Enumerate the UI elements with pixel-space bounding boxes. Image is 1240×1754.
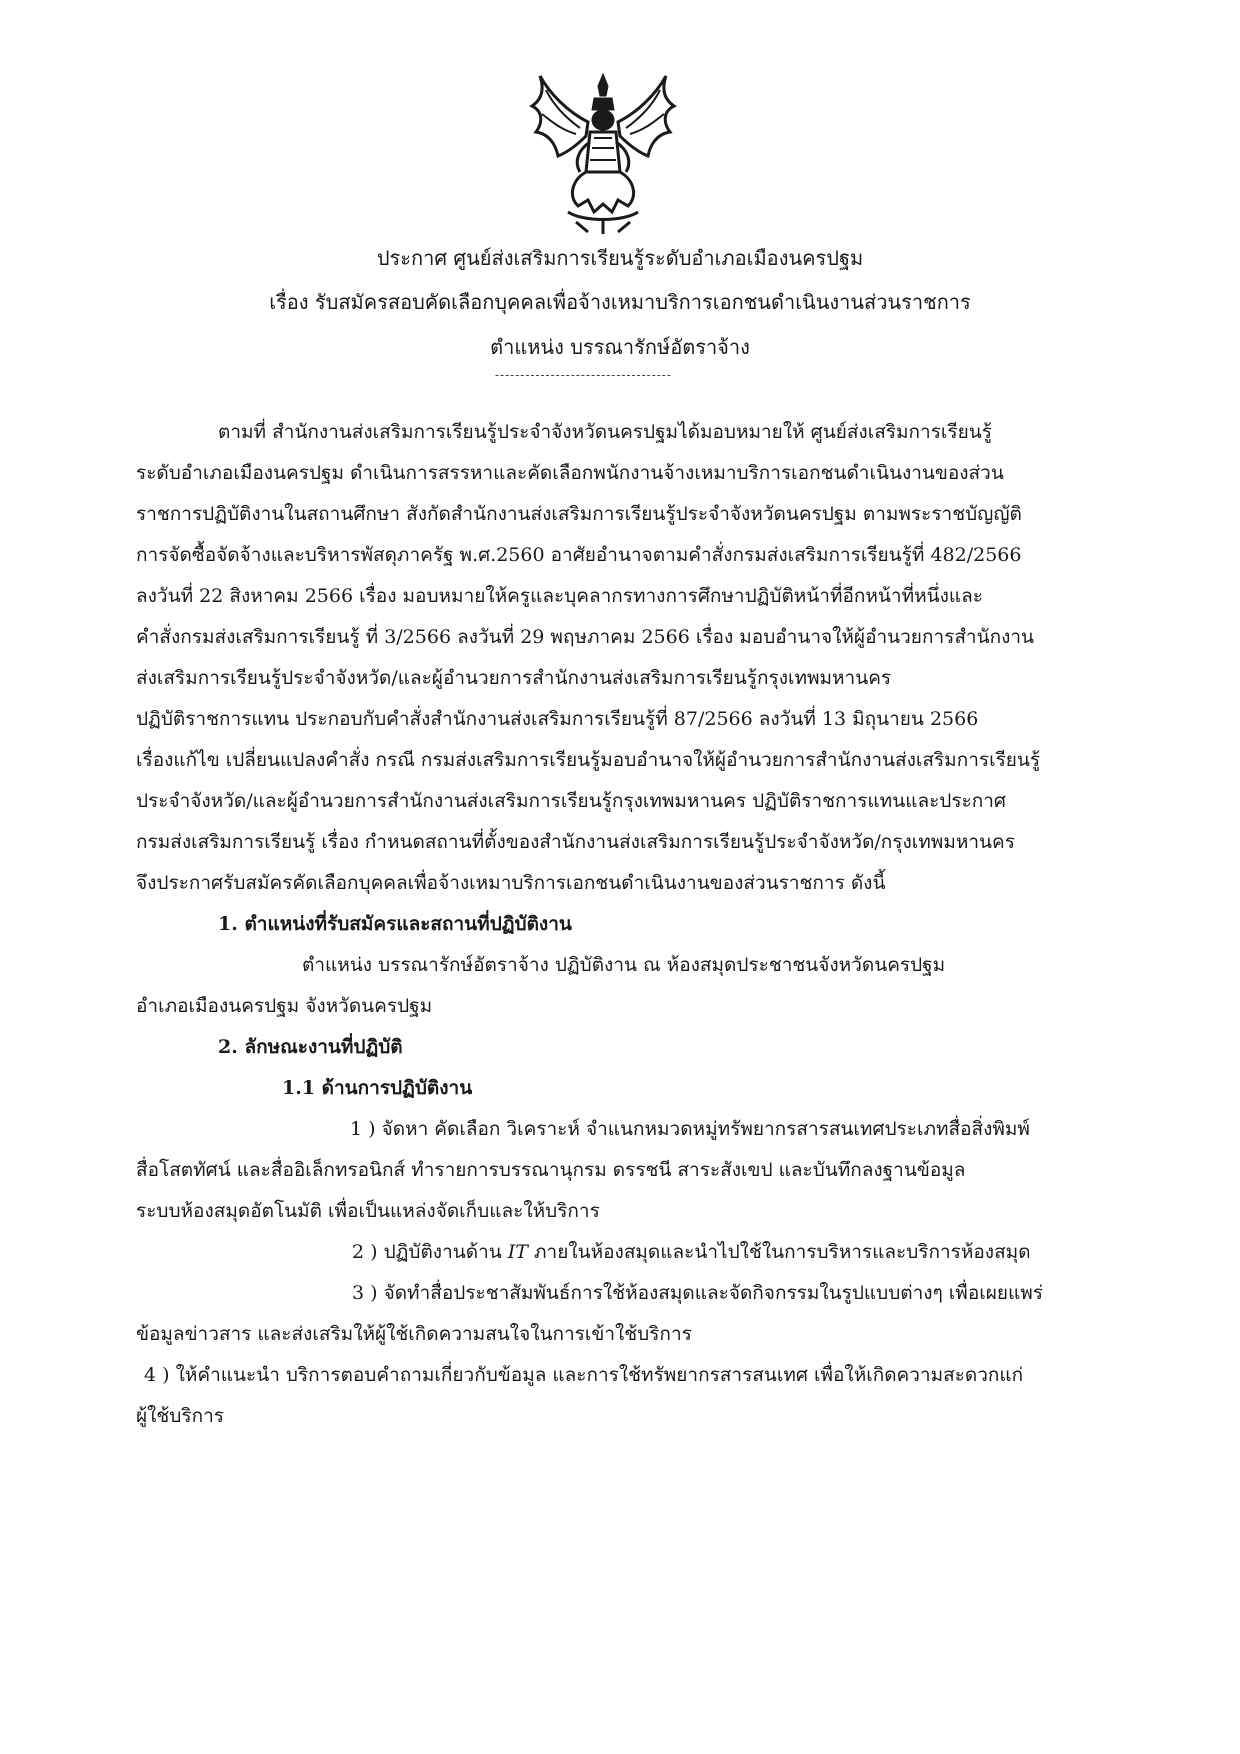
announcement-title: ประกาศ ศูนย์ส่งเสริมการเรียนรู้ระดับอำเภอเมืองนครปฐม (376, 246, 864, 270)
section1-line: ตำแหน่ง บรรณารักษ์อัตราจ้าง ปฏิบัติงาน ณ ห้องสมุดประชาชนจังหวัดนครปฐม (302, 954, 946, 976)
section2-heading: 2. ลักษณะงานที่ปฏิบัติ (218, 1036, 403, 1058)
item1-line: สื่อโสตทัศน์ และสื่ออิเล็กทรอนิกส์ ทำรายการบรรณานุกรม ดรรชนี สาระสังเขป และบันทึกลงฐานข้อมูล (136, 1159, 966, 1181)
intro-line: เรื่องแก้ไข เปลี่ยนแปลงคำสั่ง กรณี กรมส่งเสริมการเรียนรู้มอบอำนาจให้ผู้อำนวยการสำนักงานส่งเสริมการเรียนรู้ (136, 749, 1041, 771)
intro-line: ลงวันที่ 22 สิงหาคม 2566 เรื่อง มอบหมายให้ครูและบุคลากรทางการศึกษาปฏิบัติหน้าที่อีกหน้าที่หนึ่งและ (136, 585, 984, 607)
document-page: ประกาศ ศูนย์ส่งเสริมการเรียนรู้ระดับอำเภอเมืองนครปฐม เรื่อง รับสมัครสอบคัดเลือกบุคคลเพื่อจ้างเหมาบริการเอกชนดำเนินงานส่วนราชการ ตำแหน่ง บรรณารักษ์อัตราจ้าง ----------------------------------- ตามที่ สำนักงานส่งเสริมการเรียนรู้ประจำจังหวัดนครปฐมได้มอบหมายให้ ศูนย์ส่งเสริมการเรียนรู้ ระดับอำเภอเมืองนครปฐม ดำเนินการสรรหาและคัดเลือกพนักงานจ้างเหมาบริการเอกชนดำเนินงานของส่วน ราชการปฏิบัติงานในสถานศึกษา สังกัดสำนักงานส่งเสริมการเรียนรู้ประจำจังหวัดนครปฐม ตามพระราชบัญญัติ การจัดซื้อจัดจ้างและบริหารพัสดุภาครัฐ พ.ศ.2560 อาศัยอำนาจตามคำสั่งกรมส่งเสริมการเรียนรู้ที่ 482/2566 ลงวันที่ 22 สิงหาคม 2566 เรื่อง มอบหมายให้ครูและบุคลากรทางการศึกษาปฏิบัติหน้าที่อีกหน้าที่หนึ่งและ คำสั่งกรมส่งเสริมการเรียนรู้ ที่ 3/2566 ลงวันที่ 29 พฤษภาคม 2566 เรื่อง มอบอำนาจให้ผู้อำนวยการสำนักงาน ส่งเสริมการเรียนรู้ประจำจังหวัด/และผู้อำนวยการสำนักงานส่งเสริมการเรียนรู้กรุงเทพมหานคร ปฏิบัติราชการแทน ประกอบกับคำสั่งสำนักงานส่งเสริมการเรียนรู้ที่ 87/2566 ลงวันที่ 13 มิถุนายน 2566 เรื่องแก้ไข เปลี่ยนแปลงคำสั่ง กรณี กรมส่งเสริมการเรียนรู้มอบอำนาจให้ผู้อำนวยการสำนักงานส่งเสริมการเรียนรู้ ประจำจังหวัด/และผู้อำนวยการสำนักงานส่งเสริมการเรียนรู้กรุงเทพมหานคร ปฏิบัติราชการแทนและประกาศ กรมส่งเสริมการเรียนรู้ เรื่อง กำหนดสถานที่ตั้งของสำนักงานส่งเสริมการเรียนรู้ประจำจังหวัด/กรุงเทพมหานคร จึงประกาศรับสมัครคัดเลือกบุคคลเพื่อจ้างเหมาบริการเอกชนดำเนินงานของส่วนราชการ ดังนี้ 1. ตำแหน่งที่รับสมัครและสถานที่ปฏิบัติงาน ตำแหน่ง บรรณารักษ์อัตราจ้าง ปฏิบัติงาน ณ ห้องสมุดประชาชนจังหวัดนครปฐม อำเภอเมืองนครปฐม จังหวัดนครปฐม 2. ลักษณะงานที่ปฏิบัติ 1.1 ด้านการปฏิบัติงาน 1 ) จัดหา คัดเลือก วิเคราะห์ จำแนกหมวดหมู่ทรัพยากรสารสนเทศประเภทสื่อสิ่งพิมพ์ สื่อโสตทัศน์ และสื่ออิเล็กทรอนิกส์ ทำรายการบรรณานุกรม ดรรชนี สาระสังเขป และบันทึกลงฐานข้อมูล ระบบห้องสมุดอัตโนมัติ เพื่อเป็นแหล่งจัดเก็บและให้บริการ 2 ) ปฏิบัติงานด้าน IT ภายในห้องสมุดและนำไปใช้ในการบริหารและบริการห้องสมุด 3 ) จัดทำสื่อประชาสัมพันธ์การใช้ห้องสมุดและจัดกิจกรรมในรูปแบบต่างๆ เพื่อเผยแพร่ ข้อมูลข่าวสาร และส่งเสริมให้ผู้ใช้เกิดความสนใจในการเข้าใช้บริการ 4 ) ให้คำแนะนำ บริการตอบคำถามเกี่ยวกับข้อมูล และการใช้ทรัพยากรสารสนเทศ เพื่อให้เกิดความสะดวกแก่ ผู้ใช้บริการ (0, 0, 1240, 1754)
section1-heading: 1. ตำแหน่งที่รับสมัครและสถานที่ปฏิบัติงาน (218, 913, 572, 935)
garuda-emblem (528, 72, 678, 237)
intro-line: จึงประกาศรับสมัครคัดเลือกบุคคลเพื่อจ้างเหมาบริการเอกชนดำเนินงานของส่วนราชการ ดังนี้ (136, 872, 886, 894)
intro-line: การจัดซื้อจัดจ้างและบริหารพัสดุภาครัฐ พ.ศ.2560 อาศัยอำนาจตามคำสั่งกรมส่งเสริมการเรียนรู้ที่ 482/2566 (136, 544, 1022, 566)
item3-line: ข้อมูลข่าวสาร และส่งเสริมให้ผู้ใช้เกิดความสนใจในการเข้าใช้บริการ (136, 1323, 692, 1345)
intro-line: ส่งเสริมการเรียนรู้ประจำจังหวัด/และผู้อำนวยการสำนักงานส่งเสริมการเรียนรู้กรุงเทพมหานคร (136, 667, 892, 689)
announcement-position: ตำแหน่ง บรรณารักษ์อัตราจ้าง (490, 335, 750, 359)
intro-line: ราชการปฏิบัติงานในสถานศึกษา สังกัดสำนักงานส่งเสริมการเรียนรู้ประจำจังหวัดนครปฐม ตามพระราชบัญญัติ (136, 503, 1022, 525)
item3-line: 3 ) จัดทำสื่อประชาสัมพันธ์การใช้ห้องสมุดและจัดกิจกรรมในรูปแบบต่างๆ เพื่อเผยแพร่ (352, 1282, 1043, 1304)
announcement-subject: เรื่อง รับสมัครสอบคัดเลือกบุคคลเพื่อจ้างเหมาบริการเอกชนดำเนินงานส่วนราชการ (269, 290, 971, 314)
item4-line: ผู้ใช้บริการ (136, 1405, 224, 1427)
intro-line: ตามที่ สำนักงานส่งเสริมการเรียนรู้ประจำจังหวัดนครปฐมได้มอบหมายให้ ศูนย์ส่งเสริมการเรียนรู้ (218, 421, 992, 443)
section2-subheading: 1.1 ด้านการปฏิบัติงาน (282, 1077, 473, 1099)
item2-line: 2 ) ปฏิบัติงานด้าน IT ภายในห้องสมุดและนำไปใช้ในการบริหารและบริการห้องสมุด (352, 1241, 1031, 1263)
section1-line: อำเภอเมืองนครปฐม จังหวัดนครปฐม (136, 995, 433, 1017)
item4-line: 4 ) ให้คำแนะนำ บริการตอบคำถามเกี่ยวกับข้อมูล และการใช้ทรัพยากรสารสนเทศ เพื่อให้เกิดความสะดวกแก่ (144, 1364, 1024, 1386)
intro-line: คำสั่งกรมส่งเสริมการเรียนรู้ ที่ 3/2566 ลงวันที่ 29 พฤษภาคม 2566 เรื่อง มอบอำนาจให้ผู้อำนวยการสำนักงาน (136, 626, 1035, 648)
intro-line: ระดับอำเภอเมืองนครปฐม ดำเนินการสรรหาและคัดเลือกพนักงานจ้างเหมาบริการเอกชนดำเนินงานของส่วน (136, 462, 1004, 484)
item1-line: ระบบห้องสมุดอัตโนมัติ เพื่อเป็นแหล่งจัดเก็บและให้บริการ (136, 1200, 600, 1222)
intro-line: กรมส่งเสริมการเรียนรู้ เรื่อง กำหนดสถานที่ตั้งของสำนักงานส่งเสริมการเรียนรู้ประจำจังหวัด/กรุงเทพมหานคร (136, 831, 1015, 853)
item1-line: 1 ) จัดหา คัดเลือก วิเคราะห์ จำแนกหมวดหมู่ทรัพยากรสารสนเทศประเภทสื่อสิ่งพิมพ์ (350, 1118, 1030, 1140)
intro-line: ประจำจังหวัด/และผู้อำนวยการสำนักงานส่งเสริมการเรียนรู้กรุงเทพมหานคร ปฏิบัติราชการแทนและประกาศ (136, 790, 1006, 812)
intro-line: ปฏิบัติราชการแทน ประกอบกับคำสั่งสำนักงานส่งเสริมการเรียนรู้ที่ 87/2566 ลงวันที่ 13 มิถุนายน 2566 (136, 708, 979, 730)
intro-paragraph (136, 412, 1081, 1437)
